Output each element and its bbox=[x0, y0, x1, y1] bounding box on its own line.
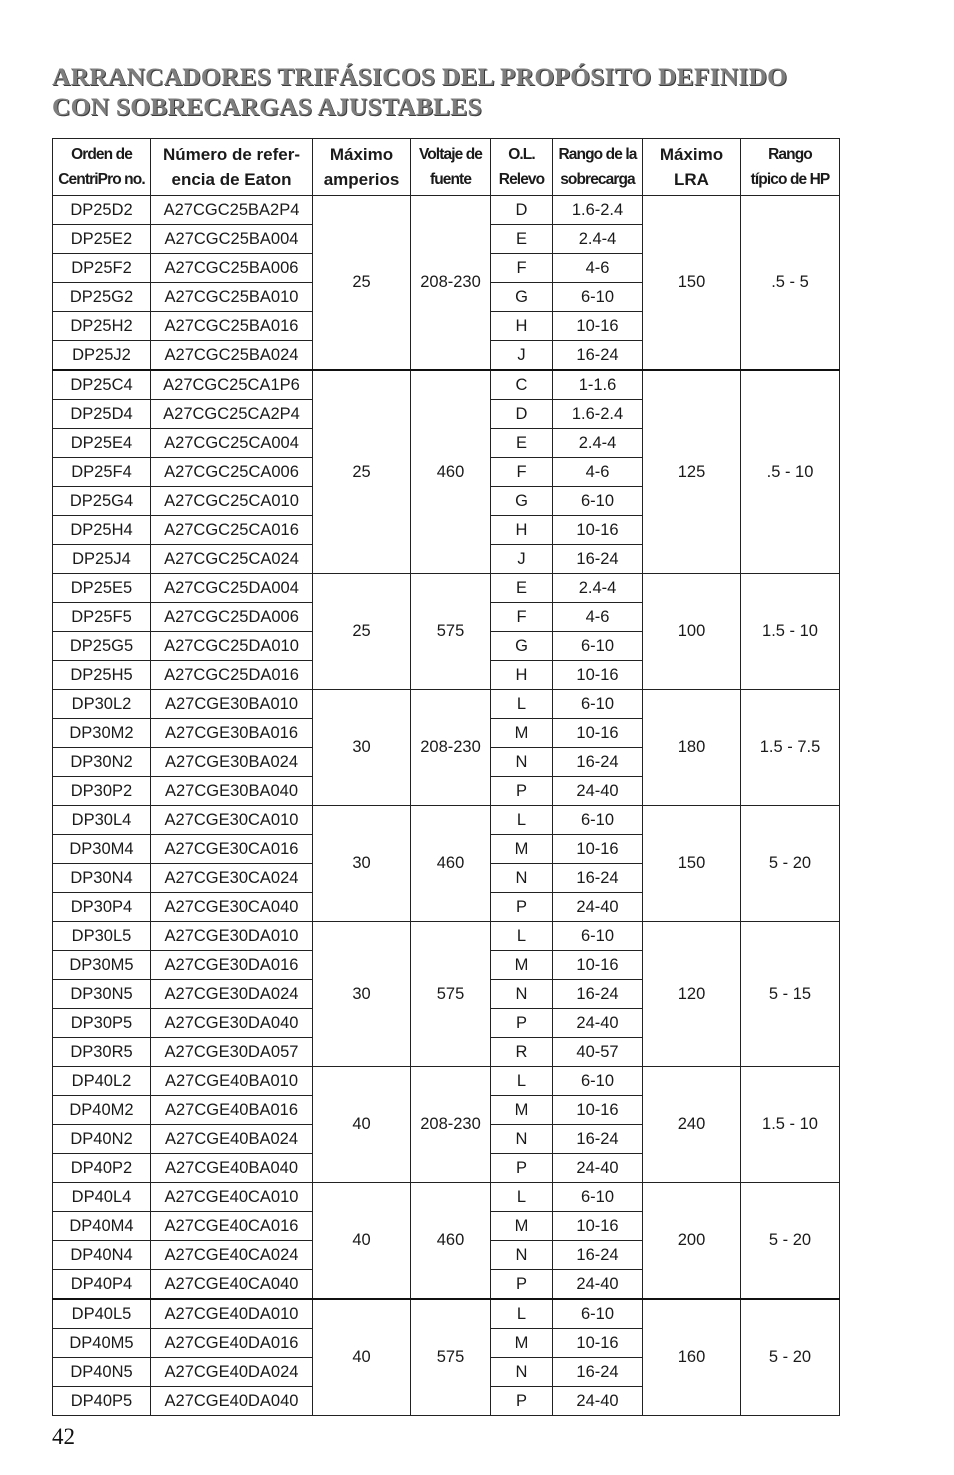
ol-relay-cell: L bbox=[491, 1299, 553, 1329]
voltage-cell: 208-230 bbox=[411, 1067, 491, 1183]
order-number-cell: DP25F2 bbox=[53, 254, 151, 283]
overload-range-cell: 6-10 bbox=[553, 487, 643, 516]
table-row bbox=[53, 922, 840, 951]
overload-range-cell: 24-40 bbox=[553, 1387, 643, 1416]
overload-range-cell: 24-40 bbox=[553, 1009, 643, 1038]
eaton-ref-cell: A27CGE30DA024 bbox=[151, 980, 313, 1009]
max-amps-cell: 25 bbox=[313, 196, 411, 371]
ol-relay-cell: N bbox=[491, 1125, 553, 1154]
ol-relay-cell: F bbox=[491, 458, 553, 487]
table-row bbox=[53, 370, 840, 400]
ol-relay-cell: N bbox=[491, 980, 553, 1009]
max-amps-cell: 30 bbox=[313, 922, 411, 1067]
max-lra-cell: 180 bbox=[643, 690, 741, 806]
overload-range-cell: 16-24 bbox=[553, 545, 643, 574]
ol-relay-cell: N bbox=[491, 864, 553, 893]
table-row bbox=[53, 690, 840, 719]
eaton-ref-cell: A27CGC25CA2P4 bbox=[151, 400, 313, 429]
order-number-cell: DP25J4 bbox=[53, 545, 151, 574]
voltage-cell: 460 bbox=[411, 370, 491, 574]
hp-range-cell: 1.5 - 10 bbox=[741, 574, 840, 690]
eaton-ref-cell: A27CGE40BA024 bbox=[151, 1125, 313, 1154]
ol-relay-cell: H bbox=[491, 312, 553, 341]
ol-relay-cell: L bbox=[491, 1183, 553, 1212]
voltage-cell: 575 bbox=[411, 574, 491, 690]
max-lra-cell: 120 bbox=[643, 922, 741, 1067]
ol-relay-cell: L bbox=[491, 1067, 553, 1096]
order-number-cell: DP40P4 bbox=[53, 1270, 151, 1300]
header-row bbox=[53, 139, 840, 196]
overload-range-cell: 10-16 bbox=[553, 661, 643, 690]
overload-range-cell: 10-16 bbox=[553, 1096, 643, 1125]
eaton-ref-cell: A27CGE40DA010 bbox=[151, 1299, 313, 1329]
ol-relay-cell: N bbox=[491, 1358, 553, 1387]
order-number-cell: DP25G4 bbox=[53, 487, 151, 516]
ol-relay-cell: F bbox=[491, 254, 553, 283]
order-number-cell: DP30N5 bbox=[53, 980, 151, 1009]
order-number-cell: DP25G2 bbox=[53, 283, 151, 312]
overload-range-cell: 24-40 bbox=[553, 1270, 643, 1300]
hp-range-cell: 5 - 20 bbox=[741, 1299, 840, 1416]
overload-range-cell: 2.4-4 bbox=[553, 225, 643, 254]
hp-range-cell: 1.5 - 7.5 bbox=[741, 690, 840, 806]
eaton-ref-cell: A27CGC25DA006 bbox=[151, 603, 313, 632]
order-number-cell: DP30R5 bbox=[53, 1038, 151, 1067]
eaton-ref-cell: A27CGE30BA024 bbox=[151, 748, 313, 777]
overload-range-cell: 2.4-4 bbox=[553, 429, 643, 458]
eaton-ref-cell: A27CGE30CA040 bbox=[151, 893, 313, 922]
ol-relay-cell: M bbox=[491, 719, 553, 748]
voltage-cell: 460 bbox=[411, 806, 491, 922]
title-line-1: ARRANCADORES TRIFÁSICOS DEL PROPÓSITO DEFINIDO bbox=[52, 62, 788, 91]
eaton-ref-cell: A27CGC25CA010 bbox=[151, 487, 313, 516]
header-ol-relay: O.L. Relevo bbox=[491, 139, 553, 196]
overload-range-cell: 10-16 bbox=[553, 1329, 643, 1358]
ol-relay-cell: G bbox=[491, 283, 553, 312]
order-number-cell: DP30M2 bbox=[53, 719, 151, 748]
eaton-ref-cell: A27CGC25BA010 bbox=[151, 283, 313, 312]
eaton-ref-cell: A27CGE40CA024 bbox=[151, 1241, 313, 1270]
eaton-ref-cell: A27CGE30DA016 bbox=[151, 951, 313, 980]
ol-relay-cell: E bbox=[491, 225, 553, 254]
order-number-cell: DP25C4 bbox=[53, 370, 151, 400]
ol-relay-cell: J bbox=[491, 341, 553, 371]
overload-range-cell: 2.4-4 bbox=[553, 574, 643, 603]
ol-relay-cell: L bbox=[491, 922, 553, 951]
ol-relay-cell: E bbox=[491, 429, 553, 458]
ol-relay-cell: N bbox=[491, 1241, 553, 1270]
header-voltage: Voltaje de fuente bbox=[411, 139, 491, 196]
max-lra-cell: 100 bbox=[643, 574, 741, 690]
page-number: 42 bbox=[52, 1424, 75, 1449]
overload-range-cell: 10-16 bbox=[553, 719, 643, 748]
hp-range-cell: .5 - 10 bbox=[741, 370, 840, 574]
ol-relay-cell: M bbox=[491, 951, 553, 980]
ol-relay-cell: N bbox=[491, 748, 553, 777]
eaton-ref-cell: A27CGE40BA010 bbox=[151, 1067, 313, 1096]
voltage-cell: 575 bbox=[411, 922, 491, 1067]
overload-range-cell: 6-10 bbox=[553, 1067, 643, 1096]
order-number-cell: DP25H2 bbox=[53, 312, 151, 341]
eaton-ref-cell: A27CGE30CA010 bbox=[151, 806, 313, 835]
voltage-cell: 208-230 bbox=[411, 690, 491, 806]
max-lra-cell: 160 bbox=[643, 1299, 741, 1416]
eaton-ref-cell: A27CGC25CA006 bbox=[151, 458, 313, 487]
max-amps-cell: 25 bbox=[313, 370, 411, 574]
order-number-cell: DP25F4 bbox=[53, 458, 151, 487]
starters-table bbox=[52, 138, 840, 1416]
eaton-ref-cell: A27CGE40DA016 bbox=[151, 1329, 313, 1358]
eaton-ref-cell: A27CGE30DA010 bbox=[151, 922, 313, 951]
overload-range-cell: 10-16 bbox=[553, 312, 643, 341]
header-order-no: Orden de CentriPro no. bbox=[53, 139, 151, 196]
overload-range-cell: 4-6 bbox=[553, 254, 643, 283]
ol-relay-cell: M bbox=[491, 835, 553, 864]
eaton-ref-cell: A27CGE40CA016 bbox=[151, 1212, 313, 1241]
overload-range-cell: 1.6-2.4 bbox=[553, 196, 643, 225]
ol-relay-cell: M bbox=[491, 1096, 553, 1125]
order-number-cell: DP30L2 bbox=[53, 690, 151, 719]
voltage-cell: 208-230 bbox=[411, 196, 491, 371]
overload-range-cell: 6-10 bbox=[553, 632, 643, 661]
hp-range-cell: 1.5 - 10 bbox=[741, 1067, 840, 1183]
table-row bbox=[53, 1299, 840, 1329]
eaton-ref-cell: A27CGE40CA040 bbox=[151, 1270, 313, 1300]
overload-range-cell: 24-40 bbox=[553, 1154, 643, 1183]
eaton-ref-cell: A27CGC25DA004 bbox=[151, 574, 313, 603]
max-lra-cell: 125 bbox=[643, 370, 741, 574]
overload-range-cell: 16-24 bbox=[553, 748, 643, 777]
order-number-cell: DP25E5 bbox=[53, 574, 151, 603]
order-number-cell: DP30M4 bbox=[53, 835, 151, 864]
eaton-ref-cell: A27CGC25BA006 bbox=[151, 254, 313, 283]
ol-relay-cell: G bbox=[491, 487, 553, 516]
order-number-cell: DP40P2 bbox=[53, 1154, 151, 1183]
order-number-cell: DP30P2 bbox=[53, 777, 151, 806]
order-number-cell: DP40L5 bbox=[53, 1299, 151, 1329]
overload-range-cell: 6-10 bbox=[553, 283, 643, 312]
ol-relay-cell: P bbox=[491, 1009, 553, 1038]
eaton-ref-cell: A27CGC25DA010 bbox=[151, 632, 313, 661]
overload-range-cell: 6-10 bbox=[553, 922, 643, 951]
eaton-ref-cell: A27CGC25BA016 bbox=[151, 312, 313, 341]
order-number-cell: DP25J2 bbox=[53, 341, 151, 371]
order-number-cell: DP25G5 bbox=[53, 632, 151, 661]
eaton-ref-cell: A27CGE40CA010 bbox=[151, 1183, 313, 1212]
overload-range-cell: 4-6 bbox=[553, 603, 643, 632]
ol-relay-cell: P bbox=[491, 893, 553, 922]
order-number-cell: DP25E2 bbox=[53, 225, 151, 254]
ol-relay-cell: M bbox=[491, 1329, 553, 1358]
ol-relay-cell: M bbox=[491, 1212, 553, 1241]
ol-relay-cell: H bbox=[491, 661, 553, 690]
ol-relay-cell: J bbox=[491, 545, 553, 574]
eaton-ref-cell: A27CGE40BA016 bbox=[151, 1096, 313, 1125]
eaton-ref-cell: A27CGE40DA024 bbox=[151, 1358, 313, 1387]
ol-relay-cell: R bbox=[491, 1038, 553, 1067]
eaton-ref-cell: A27CGE30DA057 bbox=[151, 1038, 313, 1067]
overload-range-cell: 4-6 bbox=[553, 458, 643, 487]
overload-range-cell: 6-10 bbox=[553, 1183, 643, 1212]
order-number-cell: DP30M5 bbox=[53, 951, 151, 980]
overload-range-cell: 10-16 bbox=[553, 835, 643, 864]
ol-relay-cell: F bbox=[491, 603, 553, 632]
order-number-cell: DP30N4 bbox=[53, 864, 151, 893]
eaton-ref-cell: A27CGC25BA2P4 bbox=[151, 196, 313, 225]
eaton-ref-cell: A27CGE30BA040 bbox=[151, 777, 313, 806]
overload-range-cell: 16-24 bbox=[553, 864, 643, 893]
order-number-cell: DP40N2 bbox=[53, 1125, 151, 1154]
ol-relay-cell: P bbox=[491, 777, 553, 806]
eaton-ref-cell: A27CGC25BA024 bbox=[151, 341, 313, 371]
max-amps-cell: 30 bbox=[313, 690, 411, 806]
ol-relay-cell: H bbox=[491, 516, 553, 545]
order-number-cell: DP40P5 bbox=[53, 1387, 151, 1416]
overload-range-cell: 6-10 bbox=[553, 806, 643, 835]
overload-range-cell: 16-24 bbox=[553, 1125, 643, 1154]
order-number-cell: DP30P5 bbox=[53, 1009, 151, 1038]
ol-relay-cell: P bbox=[491, 1270, 553, 1300]
hp-range-cell: 5 - 15 bbox=[741, 922, 840, 1067]
voltage-cell: 575 bbox=[411, 1299, 491, 1416]
eaton-ref-cell: A27CGE30BA010 bbox=[151, 690, 313, 719]
max-amps-cell: 40 bbox=[313, 1183, 411, 1300]
header-max-amps: Máximo amperios bbox=[313, 139, 411, 196]
hp-range-cell: 5 - 20 bbox=[741, 1183, 840, 1300]
eaton-ref-cell: A27CGE30CA016 bbox=[151, 835, 313, 864]
max-amps-cell: 40 bbox=[313, 1067, 411, 1183]
header-overload-range: Rango de la sobrecarga bbox=[553, 139, 643, 196]
order-number-cell: DP25H4 bbox=[53, 516, 151, 545]
header-max-lra: Máximo LRA bbox=[643, 139, 741, 196]
eaton-ref-cell: A27CGC25BA004 bbox=[151, 225, 313, 254]
overload-range-cell: 40-57 bbox=[553, 1038, 643, 1067]
eaton-ref-cell: A27CGE40BA040 bbox=[151, 1154, 313, 1183]
order-number-cell: DP25H5 bbox=[53, 661, 151, 690]
max-amps-cell: 40 bbox=[313, 1299, 411, 1416]
ol-relay-cell: C bbox=[491, 370, 553, 400]
order-number-cell: DP25E4 bbox=[53, 429, 151, 458]
overload-range-cell: 16-24 bbox=[553, 341, 643, 371]
ol-relay-cell: E bbox=[491, 574, 553, 603]
ol-relay-cell: P bbox=[491, 1154, 553, 1183]
voltage-cell: 460 bbox=[411, 1183, 491, 1300]
eaton-ref-cell: A27CGC25CA1P6 bbox=[151, 370, 313, 400]
order-number-cell: DP40M5 bbox=[53, 1329, 151, 1358]
eaton-ref-cell: A27CGE30CA024 bbox=[151, 864, 313, 893]
max-lra-cell: 200 bbox=[643, 1183, 741, 1300]
max-lra-cell: 240 bbox=[643, 1067, 741, 1183]
overload-range-cell: 24-40 bbox=[553, 893, 643, 922]
order-number-cell: DP40M4 bbox=[53, 1212, 151, 1241]
ol-relay-cell: L bbox=[491, 690, 553, 719]
hp-range-cell: 5 - 20 bbox=[741, 806, 840, 922]
overload-range-cell: 16-24 bbox=[553, 1358, 643, 1387]
ol-relay-cell: L bbox=[491, 806, 553, 835]
header-eaton-ref: Número de refer- encia de Eaton bbox=[151, 139, 313, 196]
overload-range-cell: 16-24 bbox=[553, 980, 643, 1009]
max-lra-cell: 150 bbox=[643, 806, 741, 922]
hp-range-cell: .5 - 5 bbox=[741, 196, 840, 371]
order-number-cell: DP40M2 bbox=[53, 1096, 151, 1125]
ol-relay-cell: D bbox=[491, 400, 553, 429]
order-number-cell: DP25F5 bbox=[53, 603, 151, 632]
table-row bbox=[53, 574, 840, 603]
overload-range-cell: 24-40 bbox=[553, 777, 643, 806]
table-body bbox=[53, 196, 840, 1416]
overload-range-cell: 16-24 bbox=[553, 1241, 643, 1270]
overload-range-cell: 1-1.6 bbox=[553, 370, 643, 400]
table-row bbox=[53, 1067, 840, 1096]
order-number-cell: DP40N5 bbox=[53, 1358, 151, 1387]
order-number-cell: DP30P4 bbox=[53, 893, 151, 922]
overload-range-cell: 10-16 bbox=[553, 1212, 643, 1241]
page-title bbox=[52, 62, 912, 122]
order-number-cell: DP25D2 bbox=[53, 196, 151, 225]
ol-relay-cell: G bbox=[491, 632, 553, 661]
overload-range-cell: 10-16 bbox=[553, 951, 643, 980]
eaton-ref-cell: A27CGC25CA016 bbox=[151, 516, 313, 545]
overload-range-cell: 10-16 bbox=[553, 516, 643, 545]
overload-range-cell: 6-10 bbox=[553, 690, 643, 719]
order-number-cell: DP40N4 bbox=[53, 1241, 151, 1270]
eaton-ref-cell: A27CGC25CA024 bbox=[151, 545, 313, 574]
overload-range-cell: 1.6-2.4 bbox=[553, 400, 643, 429]
max-amps-cell: 25 bbox=[313, 574, 411, 690]
overload-range-cell: 6-10 bbox=[553, 1299, 643, 1329]
eaton-ref-cell: A27CGC25DA016 bbox=[151, 661, 313, 690]
table-row bbox=[53, 806, 840, 835]
ol-relay-cell: P bbox=[491, 1387, 553, 1416]
ol-relay-cell: D bbox=[491, 196, 553, 225]
eaton-ref-cell: A27CGC25CA004 bbox=[151, 429, 313, 458]
table-row bbox=[53, 196, 840, 225]
eaton-ref-cell: A27CGE30DA040 bbox=[151, 1009, 313, 1038]
order-number-cell: DP30L5 bbox=[53, 922, 151, 951]
order-number-cell: DP40L4 bbox=[53, 1183, 151, 1212]
eaton-ref-cell: A27CGE30BA016 bbox=[151, 719, 313, 748]
max-lra-cell: 150 bbox=[643, 196, 741, 371]
max-amps-cell: 30 bbox=[313, 806, 411, 922]
header-hp-range: Rango típico de HP bbox=[741, 139, 840, 196]
title-line-2: CON SOBRECARGAS AJUSTABLES bbox=[52, 92, 482, 121]
table-row bbox=[53, 1183, 840, 1212]
eaton-ref-cell: A27CGE40DA040 bbox=[151, 1387, 313, 1416]
order-number-cell: DP30N2 bbox=[53, 748, 151, 777]
order-number-cell: DP40L2 bbox=[53, 1067, 151, 1096]
order-number-cell: DP25D4 bbox=[53, 400, 151, 429]
order-number-cell: DP30L4 bbox=[53, 806, 151, 835]
